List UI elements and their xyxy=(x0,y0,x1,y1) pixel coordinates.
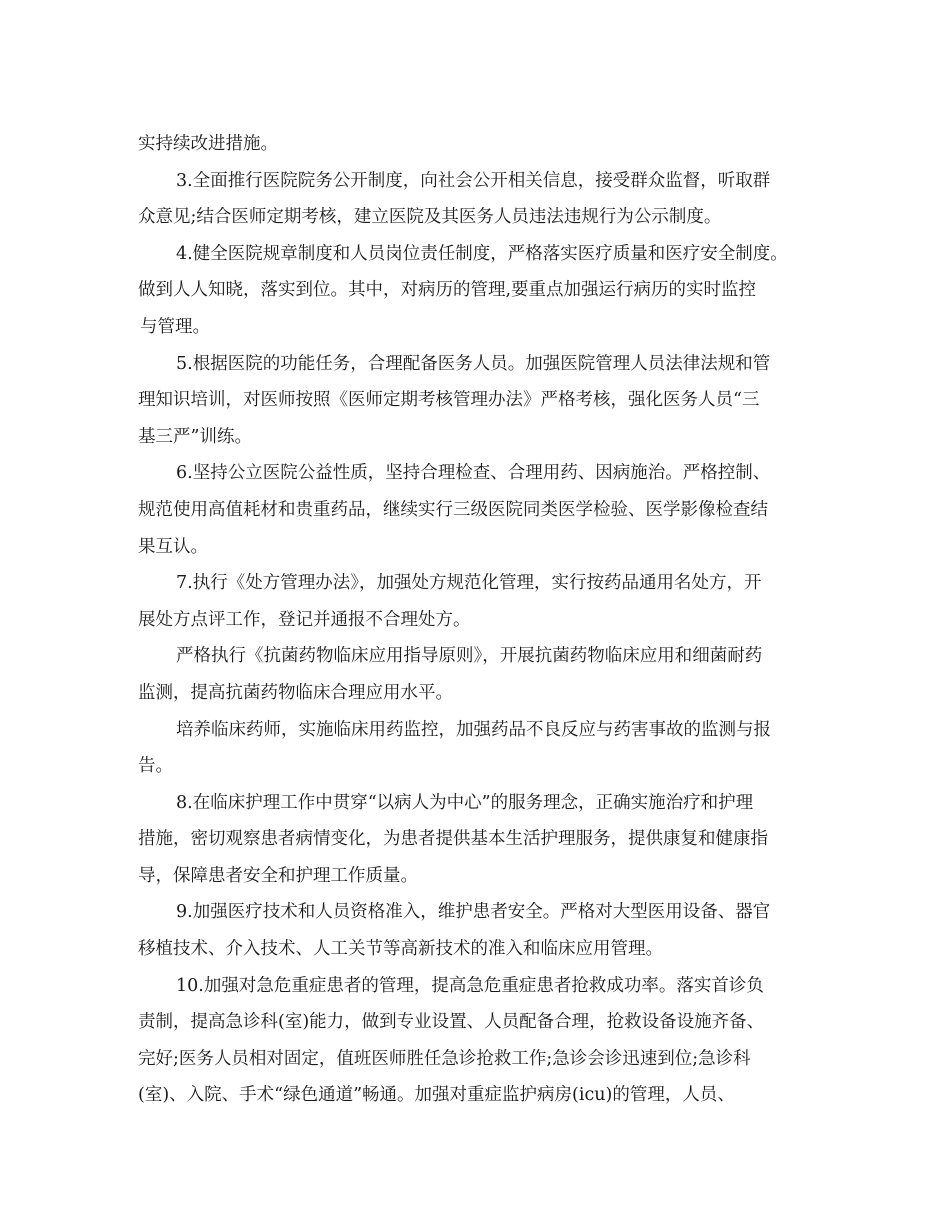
text-line: 实持续改进措施。 xyxy=(138,134,278,154)
text-line: 导，保障患者安全和护理工作质量。 xyxy=(138,865,418,886)
paragraph-antibiotics-line: 严格执行《抗菌药物临床应用指导原则》，开展抗菌药物临床应用和细菌耐药 xyxy=(176,646,763,667)
text-line: 众意见;结合医师定期考核，建立医院及其医务人员违法违规行为公示制度。 xyxy=(138,207,722,228)
paragraph-10-line: 10.加强对急危重症患者的管理，提高急危重症患者抢救成功率。落实首诊负 xyxy=(176,975,764,996)
paragraph-5-line: 5.根据医院的功能任务，合理配备医务人员。加强医院管理人员法律法规和管 xyxy=(176,353,771,374)
paragraph-4-line: 4.健全医院规章制度和人员岗位责任制度，严格落实医疗质量和医疗安全制度。 xyxy=(176,243,788,264)
paragraph-3-line: 3.全面推行医院院务公开制度，向社会公开相关信息，接受群众监督，听取群 xyxy=(176,170,771,191)
text-line: 移植技术、介入技术、人工关节等高新技术的准入和临床应用管理。 xyxy=(138,939,663,960)
text-line: 做到人人知晓，落实到位。其中，对病历的管理,要重点加强运行病历的实时监控 xyxy=(138,280,757,301)
text-line: 展处方点评工作，登记并通报不合理处方。 xyxy=(138,609,471,630)
text-line: 措施，密切观察患者病情变化，为患者提供基本生活护理服务，提供康复和健康指 xyxy=(138,829,768,850)
paragraph-6-line: 6.坚持公立医院公益性质，坚持合理检查、合理用药、因病施治。严格控制、 xyxy=(176,463,771,484)
paragraph-7-line: 7.执行《处方管理办法》，加强处方规范化管理，实行按药品通用名处方，开 xyxy=(176,573,762,594)
text-line: 规范使用高值耗材和贵重药品，继续实行三级医院同类医学检验、医学影像检查结 xyxy=(138,499,768,520)
paragraph-pharmacist-line: 培养临床药师，实施临床用药监控，加强药品不良反应与药害事故的监测与报 xyxy=(176,719,771,740)
text-line: 完好;医务人员相对固定，值班医师胜任急诊抢救工作;急诊会诊迅速到位;急诊科 xyxy=(138,1048,751,1069)
paragraph-9-line: 9.加强医疗技术和人员资格准入，维护患者安全。严格对大型医用设备、器官 xyxy=(176,902,771,923)
document-body xyxy=(138,126,828,1114)
text-line: 告。 xyxy=(138,756,173,777)
text-line: 与管理。 xyxy=(140,316,210,337)
text-line: 基三严”训练。 xyxy=(138,426,252,447)
text-line: 果互认。 xyxy=(138,536,208,557)
text-line: 理知识培训，对医师按照《医师定期考核管理办法》严格考核，强化医务人员“三 xyxy=(138,390,760,411)
text-line: (室)、入院、手术“绿色通道”畅通。加强对重症监护病房(icu)的管理，人员、 xyxy=(138,1085,735,1106)
text-line: 责制，提高急诊科(室)能力，做到专业设置、人员配备合理，抢救设备设施齐备、 xyxy=(138,1012,765,1033)
paragraph-8-line: 8.在临床护理工作中贯穿“以病人为中心”的服务理念，正确实施治疗和护理 xyxy=(176,792,754,813)
text-line: 监测，提高抗菌药物临床合理应用水平。 xyxy=(138,682,453,703)
